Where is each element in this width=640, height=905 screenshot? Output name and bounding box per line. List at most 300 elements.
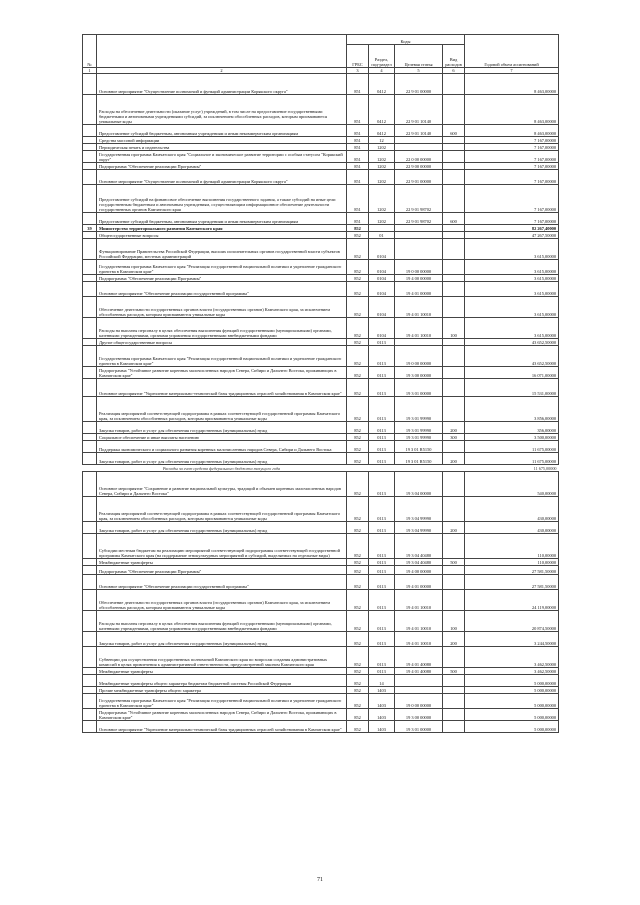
row-number <box>83 95 97 125</box>
row-grbs-code: 852 <box>347 422 369 434</box>
row-name: Другие общегосударственные вопросы <box>97 339 347 346</box>
row-amount: 110,00000 <box>465 559 559 566</box>
row-number <box>83 213 97 225</box>
row-number <box>83 339 97 346</box>
table-row <box>83 422 559 434</box>
table-row <box>83 170 559 185</box>
row-target-article: 19 4 00 00000 <box>395 566 443 575</box>
row-target-article: 19 4 01 10010 <box>395 611 443 632</box>
table-note-row <box>83 465 559 472</box>
row-section-code: 0412 <box>369 95 395 125</box>
row-section-code: 0113 <box>369 339 395 346</box>
row-grbs-code: 852 <box>347 668 369 675</box>
row-amount: 430,00000 <box>465 497 559 522</box>
table-row <box>83 367 559 379</box>
row-expense-type: 100 <box>443 611 465 632</box>
row-number <box>83 434 97 441</box>
header-target-article: Целевая статья <box>395 45 443 68</box>
row-number <box>83 687 97 694</box>
column-number: 5 <box>395 68 443 74</box>
row-target-article: 19 3 01 R5150 <box>395 453 443 465</box>
row-number <box>83 151 97 163</box>
row-name: Субвенции для осуществления государственных полномочий Камчатского края по вопросам создания административных комиссий в целях привлечения к административной ответственности, предусмотренной законом Камчатского края <box>97 647 347 668</box>
row-expense-type <box>443 534 465 559</box>
row-target-article: 19 3 01 00000 <box>395 379 443 397</box>
column-number: 4 <box>369 68 395 74</box>
table-row <box>83 575 559 590</box>
row-grbs-code: 851 <box>347 74 369 95</box>
row-section-code: 0113 <box>369 422 395 434</box>
row-amount: 430,00000 <box>465 522 559 534</box>
row-grbs-code: 851 <box>347 185 369 213</box>
row-target-article <box>395 465 443 472</box>
table-row <box>83 559 559 566</box>
row-section-code: 1202 <box>369 151 395 163</box>
row-name: Средства массовой информации <box>97 137 347 144</box>
row-grbs-code: 852 <box>347 346 369 367</box>
row-grbs-code: 852 <box>347 611 369 632</box>
row-number <box>83 575 97 590</box>
row-section-code: 0104 <box>369 275 395 282</box>
row-grbs-code: 852 <box>347 239 369 260</box>
table-row <box>83 632 559 647</box>
row-amount: 3 462,50000 <box>465 668 559 675</box>
row-amount: 11 675,00000 <box>465 441 559 453</box>
row-target-article: 19 3 00 00000 <box>395 367 443 379</box>
row-name: Подпрограмма "Устойчивое развитие коренных малочисленных народов Севера, Сибири и Дальнего Востока, проживающих в Камчатском крае" <box>97 367 347 379</box>
row-section-code: 0113 <box>369 559 395 566</box>
row-name: Поддержка экономического и социального развития коренных малочисленных народов Севера, Сибири и Дальнего Востока <box>97 441 347 453</box>
row-section-code: 1202 <box>369 185 395 213</box>
row-expense-type <box>443 397 465 422</box>
row-grbs-code: 852 <box>347 275 369 282</box>
row-target-article: 19 4 01 10010 <box>395 590 443 611</box>
row-grbs-code: 852 <box>347 367 369 379</box>
row-target-article: 19 4 01 00000 <box>395 282 443 297</box>
row-name: Обеспечение деятельности государственных органов власти (государственных органов) Камчатского края, за исключением обособленных расходов, которым присваиваются уникальные коды <box>97 297 347 318</box>
row-amount: 20 874,50000 <box>465 611 559 632</box>
row-amount: 7 167,00000 <box>465 137 559 144</box>
row-name: Подпрограмма "Устойчивое развитие коренных малочисленных народов Севера, Сибири и Дальнего Востока, проживающих в Камчатском крае" <box>97 709 347 721</box>
row-grbs-code: 851 <box>347 170 369 185</box>
row-section-code: 0113 <box>369 534 395 559</box>
row-amount: 3 615,00000 <box>465 282 559 297</box>
row-target-article <box>395 687 443 694</box>
row-amount: 27 581,50000 <box>465 566 559 575</box>
table-row <box>83 163 559 170</box>
row-target-article <box>395 339 443 346</box>
table-row <box>83 721 559 733</box>
row-name: Государственная программа Камчатского края "Социальное и экономическое развитие территории с особым статусом "Корякский округ" <box>97 151 347 163</box>
row-section-code: 0104 <box>369 297 395 318</box>
row-amount: 5 000,00000 <box>465 709 559 721</box>
row-grbs-code: 852 <box>347 575 369 590</box>
row-number <box>83 137 97 144</box>
row-section-code: 12 <box>369 137 395 144</box>
row-amount: 5 000,00000 <box>465 675 559 687</box>
table-row <box>83 282 559 297</box>
row-number <box>83 668 97 675</box>
row-target-article: 22 9 01 98702 <box>395 213 443 225</box>
row-amount: 5 000,00000 <box>465 721 559 733</box>
row-grbs-code: 852 <box>347 559 369 566</box>
table-row <box>83 318 559 339</box>
header-grbs: ГРБС <box>347 45 369 68</box>
table-row <box>83 151 559 163</box>
row-name: Основное мероприятие "Осуществление полномочий и функций администрации Корякского округа" <box>97 170 347 185</box>
row-amount: 24 119,00000 <box>465 590 559 611</box>
row-number <box>83 721 97 733</box>
row-grbs-code: 852 <box>347 453 369 465</box>
column-number: 7 <box>465 68 559 74</box>
header-section: Раздел, под-раздел <box>369 45 395 68</box>
row-name: Закупка товаров, работ и услуг для обеспечения государственных (муниципальных) нужд <box>97 453 347 465</box>
budget-table <box>82 34 559 733</box>
row-grbs-code: 852 <box>347 694 369 709</box>
row-name: Функционирование Правительства Российской Федерации, высших исполнительных органов государственной власти субъектов Российской Федерации, местных администраций <box>97 239 347 260</box>
row-expense-type <box>443 472 465 497</box>
row-section-code: 0113 <box>369 497 395 522</box>
table-row <box>83 434 559 441</box>
row-number <box>83 74 97 95</box>
row-target-article: 22 0 00 00000 <box>395 151 443 163</box>
row-amount: 7 167,00000 <box>465 213 559 225</box>
row-number <box>83 590 97 611</box>
row-number <box>83 497 97 522</box>
row-section-code: 0412 <box>369 74 395 95</box>
table-row <box>83 534 559 559</box>
table-row <box>83 668 559 675</box>
row-name: Расходы на выплаты персоналу в целях обеспечения выполнения функций государственными (муниципальными) органами, казенными учреждениями, органами управления государственными внебюджетными фондами <box>97 611 347 632</box>
row-grbs-code: 852 <box>347 497 369 522</box>
row-number: 39 <box>83 225 97 232</box>
row-name: Основное мероприятие "Сохранение и развитие национальной культуры, традиций и обычаев коренных малочисленных народов Севера, Сибири и Дальнего Востока" <box>97 472 347 497</box>
table-row <box>83 647 559 668</box>
row-section-code: 1403 <box>369 687 395 694</box>
row-amount: 8 463,00000 <box>465 95 559 125</box>
row-name: Реализация мероприятий соответствующей подпрограммы в рамках соответствующей государственной программы Камчатского края, за исключением обособленных расходов, которым присваиваются уникальные коды <box>97 397 347 422</box>
row-target-article: 19 3 01 R5150 <box>395 441 443 453</box>
row-target-article <box>395 225 443 232</box>
row-name: Межбюджетные трансферты общего характера бюджетам бюджетной системы Российской Федерации <box>97 675 347 687</box>
column-number: 6 <box>443 68 465 74</box>
table-row <box>83 522 559 534</box>
table-row <box>83 453 559 465</box>
row-section-code: 0113 <box>369 453 395 465</box>
table-row <box>83 497 559 522</box>
row-grbs-code: 851 <box>347 213 369 225</box>
row-number <box>83 709 97 721</box>
row-section-code: 0113 <box>369 397 395 422</box>
table-row <box>83 125 559 137</box>
row-expense-type: 200 <box>443 453 465 465</box>
table-row <box>83 472 559 497</box>
row-amount: 7 167,00000 <box>465 151 559 163</box>
row-expense-type <box>443 151 465 163</box>
row-expense-type: 300 <box>443 434 465 441</box>
table-row <box>83 95 559 125</box>
row-number <box>83 472 97 497</box>
row-expense-type <box>443 74 465 95</box>
row-amount: 15 531,00000 <box>465 379 559 397</box>
row-number <box>83 522 97 534</box>
row-name: Основное мероприятие "Укрепление материально-технической базы традиционных отраслей хозяйствования в Камчатском крае" <box>97 721 347 733</box>
row-target-article: 22 9 01 00000 <box>395 170 443 185</box>
row-target-article <box>395 239 443 260</box>
table-row <box>83 709 559 721</box>
table-row <box>83 397 559 422</box>
table-row <box>83 339 559 346</box>
row-name: Расходы на выплаты персоналу в целях обеспечения выполнения функций государственными (муниципальными) органами, казенными учреждениями, органами управления государственными внебюджетными фондами <box>97 318 347 339</box>
row-target-article: 19 4 01 00000 <box>395 575 443 590</box>
row-target-article: 22 9 01 98702 <box>395 185 443 213</box>
header-number: № <box>83 35 97 68</box>
row-expense-type <box>443 441 465 453</box>
row-target-article: 22 9 00 00000 <box>395 163 443 170</box>
row-section-code: 0113 <box>369 566 395 575</box>
row-section-code: 0113 <box>369 575 395 590</box>
row-grbs-code: 852 <box>347 441 369 453</box>
row-name: Расходы на обеспечение деятельности (оказание услуг) учреждений, в том числе на предоставление государственными бюджетными и автономными учреждениями субсидий, за исключением обособленных расходов, которым присваиваются уникальные коды <box>97 95 347 125</box>
row-expense-type: 200 <box>443 422 465 434</box>
row-expense-type <box>443 185 465 213</box>
row-grbs-code: 852 <box>347 721 369 733</box>
row-section-code: 01 <box>369 232 395 239</box>
row-expense-type <box>443 687 465 694</box>
row-target-article: 22 9 01 00000 <box>395 74 443 95</box>
column-number: 2 <box>97 68 347 74</box>
row-section-code: 0113 <box>369 590 395 611</box>
row-name: Закупка товаров, работ и услуг для обеспечения государственных (муниципальных) нужд <box>97 522 347 534</box>
row-section-code: 0113 <box>369 522 395 534</box>
header-row-top <box>83 35 559 45</box>
row-number <box>83 422 97 434</box>
row-name: Государственная программа Камчатского края "Реализация государственной национальной политики и укрепление гражданского единства в Камчатском крае" <box>97 346 347 367</box>
row-name: Межбюджетные трансферты <box>97 559 347 566</box>
row-name: Социальное обеспечение и иные выплаты населению <box>97 434 347 441</box>
row-expense-type: 200 <box>443 522 465 534</box>
row-section-code: 0104 <box>369 318 395 339</box>
row-grbs-code: 851 <box>347 95 369 125</box>
row-expense-type <box>443 163 465 170</box>
table-row <box>83 687 559 694</box>
row-name: Реализация мероприятий соответствующей подпрограммы в рамках соответствующей государственной программы Камчатского края, за исключением обособленных расходов, которым присваиваются уникальные коды <box>97 497 347 522</box>
row-expense-type: 600 <box>443 213 465 225</box>
row-target-article: 19 3 01 99990 <box>395 397 443 422</box>
row-amount: 3 856,00000 <box>465 397 559 422</box>
row-target-article: 19 3 00 00000 <box>395 709 443 721</box>
row-name: Общегосударственные вопросы <box>97 232 347 239</box>
row-grbs-code: 852 <box>347 709 369 721</box>
table-row <box>83 137 559 144</box>
row-expense-type <box>443 95 465 125</box>
row-amount: 47 267,50000 <box>465 232 559 239</box>
row-expense-type <box>443 144 465 151</box>
row-grbs-code: 852 <box>347 318 369 339</box>
table-row <box>83 675 559 687</box>
row-expense-type <box>443 346 465 367</box>
row-name: Основное мероприятие "Обеспечение реализации государственной программы" <box>97 575 347 590</box>
row-name: Расходы за счет средств федерального бюджета текущего года <box>97 465 347 472</box>
row-number <box>83 465 97 472</box>
row-name: Предоставление субсидий бюджетным, автономным учреждениям и иным некоммерческим организациям <box>97 125 347 137</box>
row-expense-type <box>443 297 465 318</box>
row-number <box>83 379 97 397</box>
row-target-article: 19 3 01 00000 <box>395 721 443 733</box>
row-grbs-code: 851 <box>347 151 369 163</box>
row-amount: 27 581,50000 <box>465 575 559 590</box>
row-section-code: 0113 <box>369 379 395 397</box>
row-section-code: 0113 <box>369 472 395 497</box>
row-amount: 3 615,00000 <box>465 260 559 275</box>
row-number <box>83 318 97 339</box>
row-expense-type <box>443 675 465 687</box>
row-section-code: 0412 <box>369 125 395 137</box>
row-section-code: 1202 <box>369 170 395 185</box>
row-section-code: 14 <box>369 675 395 687</box>
row-amount: 5 000,00000 <box>465 694 559 709</box>
row-number <box>83 275 97 282</box>
row-amount: 3 615,00000 <box>465 318 559 339</box>
table-row <box>83 239 559 260</box>
row-amount: 5 000,00000 <box>465 687 559 694</box>
row-expense-type <box>443 170 465 185</box>
row-name: Межбюджетные трансферты <box>97 668 347 675</box>
row-name: Подпрограмма "Обеспечение реализации Программы" <box>97 163 347 170</box>
row-grbs-code: 852 <box>347 647 369 668</box>
table-row <box>83 566 559 575</box>
row-target-article: 22 9 01 10140 <box>395 95 443 125</box>
row-grbs-code: 852 <box>347 566 369 575</box>
table-row <box>83 225 559 232</box>
row-number <box>83 534 97 559</box>
table-row <box>83 232 559 239</box>
row-grbs-code: 851 <box>347 137 369 144</box>
row-target-article <box>395 144 443 151</box>
row-expense-type: 100 <box>443 318 465 339</box>
row-number <box>83 647 97 668</box>
row-number <box>83 675 97 687</box>
row-section-code <box>369 465 395 472</box>
row-amount: 3 615,00000 <box>465 275 559 282</box>
row-section-code: 1202 <box>369 144 395 151</box>
row-target-article: 19 4 00 00000 <box>395 275 443 282</box>
table-row <box>83 611 559 632</box>
row-expense-type <box>443 721 465 733</box>
row-expense-type <box>443 566 465 575</box>
row-grbs-code: 852 <box>347 675 369 687</box>
row-name: Обеспечение деятельности государственных органов власти (государственных органов) Камчатского края, за исключением обособленных расходов, которым присваиваются уникальные коды <box>97 590 347 611</box>
row-target-article: 19 4 01 40080 <box>395 668 443 675</box>
row-amount: 3 615,00000 <box>465 239 559 260</box>
row-name: Субсидии местным бюджетам на реализацию мероприятий соответствующей подпрограммы соответствующей государственной программы Камчатского края (на поддержание этнокультурных мероприятий и субсидий, выделяемых на отдельные виды) <box>97 534 347 559</box>
row-number <box>83 632 97 647</box>
row-grbs-code: 852 <box>347 232 369 239</box>
row-expense-type <box>443 282 465 297</box>
row-name: Подпрограмма "Обеспечение реализации Программы" <box>97 275 347 282</box>
row-amount: 3 500,00000 <box>465 434 559 441</box>
row-section-code: 0113 <box>369 367 395 379</box>
row-expense-type <box>443 709 465 721</box>
row-expense-type <box>443 575 465 590</box>
row-amount: 16 071,00000 <box>465 367 559 379</box>
row-number <box>83 170 97 185</box>
row-section-code: 1202 <box>369 213 395 225</box>
row-number <box>83 144 97 151</box>
row-name: Закупка товаров, работ и услуг для обеспечения государственных (муниципальных) нужд <box>97 422 347 434</box>
row-grbs-code: 851 <box>347 144 369 151</box>
row-grbs-code: 852 <box>347 472 369 497</box>
row-number <box>83 566 97 575</box>
row-target-article: 19 4 01 10010 <box>395 318 443 339</box>
table-row <box>83 694 559 709</box>
row-number <box>83 559 97 566</box>
row-grbs-code: 851 <box>347 125 369 137</box>
header-codes: Коды <box>347 35 465 45</box>
row-target-article <box>395 137 443 144</box>
row-amount: 11 675,00000 <box>465 465 559 472</box>
column-number: 3 <box>347 68 369 74</box>
row-expense-type <box>443 239 465 260</box>
row-section-code: 0113 <box>369 668 395 675</box>
row-name: Прочие межбюджетные трансферты общего характера <box>97 687 347 694</box>
row-section-code: 0113 <box>369 632 395 647</box>
row-number <box>83 367 97 379</box>
row-number <box>83 397 97 422</box>
table-row <box>83 590 559 611</box>
row-target-article: 22 9 01 10140 <box>395 125 443 137</box>
row-amount: 43 652,50000 <box>465 346 559 367</box>
table-row <box>83 74 559 95</box>
page-number: 71 <box>317 877 323 883</box>
row-amount: 11 675,00000 <box>465 453 559 465</box>
row-target-article: 19 3 01 99990 <box>395 434 443 441</box>
row-amount: 82 267,40000 <box>465 225 559 232</box>
row-amount: 8 463,00000 <box>465 125 559 137</box>
row-section-code: 0104 <box>369 260 395 275</box>
row-target-article: 19 0 00 00000 <box>395 346 443 367</box>
row-grbs-code: 852 <box>347 687 369 694</box>
row-target-article: 19 0 00 00000 <box>395 694 443 709</box>
row-section-code: 0113 <box>369 647 395 668</box>
row-expense-type <box>443 339 465 346</box>
row-grbs-code: 852 <box>347 379 369 397</box>
row-section-code: 0104 <box>369 282 395 297</box>
row-name: Государственная программа Камчатского края "Реализация государственной национальной политики и укрепление гражданского единства в Камчатском крае" <box>97 260 347 275</box>
row-amount: 8 463,00000 <box>465 74 559 95</box>
row-number <box>83 163 97 170</box>
row-target-article <box>395 232 443 239</box>
row-section-code: 0113 <box>369 441 395 453</box>
row-number <box>83 239 97 260</box>
row-section-code: 0113 <box>369 346 395 367</box>
row-target-article: 19 0 00 00000 <box>395 260 443 275</box>
row-amount: 3 615,00000 <box>465 297 559 318</box>
row-target-article: 19 3 04 40480 <box>395 559 443 566</box>
row-target-article: 19 3 04 99990 <box>395 497 443 522</box>
row-amount: 7 167,00000 <box>465 144 559 151</box>
row-grbs-code: 852 <box>347 260 369 275</box>
row-amount: 3 462,50000 <box>465 647 559 668</box>
row-grbs-code: 852 <box>347 522 369 534</box>
table-row <box>83 275 559 282</box>
row-amount: 7 167,00000 <box>465 163 559 170</box>
row-target-article: 19 4 01 10010 <box>395 632 443 647</box>
row-number <box>83 453 97 465</box>
row-section-code: 1403 <box>369 721 395 733</box>
row-name: Периодическая печать и издательства <box>97 144 347 151</box>
row-number <box>83 441 97 453</box>
